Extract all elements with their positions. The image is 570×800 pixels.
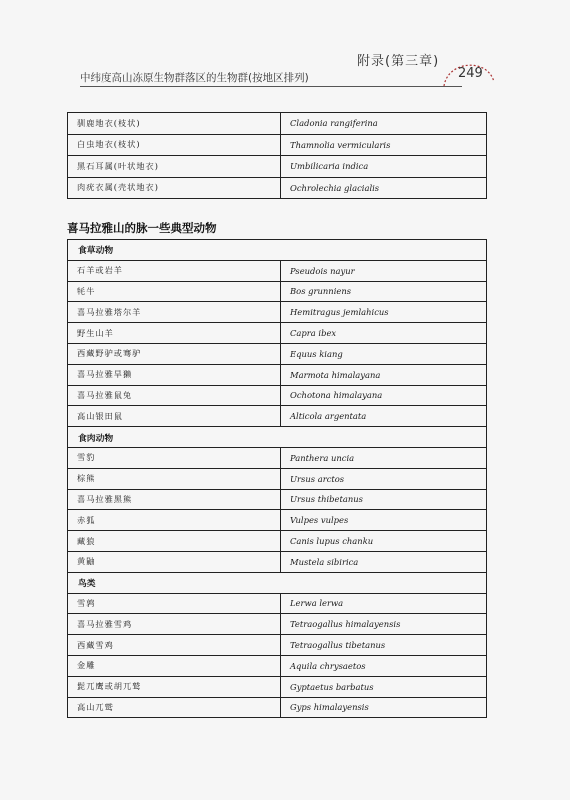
table-row (68, 593, 487, 614)
latin-name-cell: Panthera uncia (281, 447, 487, 468)
category-row (68, 240, 487, 261)
latin-name-cell: Hemitragus jemlahicus (281, 302, 487, 323)
category-row (68, 572, 487, 593)
common-name-cell: 棕熊 (68, 468, 281, 489)
latin-name-cell: Gyptaetus barbatus (281, 676, 487, 697)
common-name-cell: 喜马拉雅塔尔羊 (68, 302, 281, 323)
common-name-cell: 藏狼 (68, 531, 281, 552)
table-row (68, 635, 487, 656)
latin-name-cell: Alticola argentata (281, 406, 487, 427)
table-row (68, 406, 487, 427)
table-row (68, 676, 487, 697)
common-name-cell: 赤狐 (68, 510, 281, 531)
category-label: 食肉动物 (68, 427, 487, 448)
common-name-cell: 高山兀鹫 (68, 697, 281, 718)
table-row (68, 489, 487, 510)
common-name-cell: 喜马拉雅鼠兔 (68, 385, 281, 406)
common-name-cell: 雪豹 (68, 447, 281, 468)
latin-name-cell: Capra ibex (281, 323, 487, 344)
table-row (68, 697, 487, 718)
common-name-cell: 牦牛 (68, 281, 281, 302)
latin-name-cell: Lerwa lerwa (281, 593, 487, 614)
common-name-cell: 野生山羊 (68, 323, 281, 344)
animal-table (67, 239, 487, 718)
table-row (68, 531, 487, 552)
category-label: 鸟类 (68, 572, 487, 593)
common-name-cell: 黑石耳属(叶状地衣) (68, 156, 281, 178)
table-row (68, 260, 487, 281)
common-name-cell: 驯鹿地衣(枝状) (68, 113, 281, 135)
latin-name-cell: Ochotona himalayana (281, 385, 487, 406)
table-row (68, 113, 487, 135)
header-rule (80, 86, 462, 87)
chapter-title: 附录(第三章) (357, 54, 440, 69)
table-row (68, 510, 487, 531)
table-row (68, 134, 487, 156)
table-row (68, 281, 487, 302)
common-name-cell: 喜马拉雅黑熊 (68, 489, 281, 510)
table-row (68, 614, 487, 635)
page-number: 249 (458, 66, 483, 81)
running-header: 中纬度高山冻原生物群落区的生物群(按地区排列) (80, 72, 309, 84)
latin-name-cell: Mustela sibirica (281, 551, 487, 572)
category-row (68, 427, 487, 448)
latin-name-cell: Equus kiang (281, 343, 487, 364)
common-name-cell: 西藏野驴或骞驴 (68, 343, 281, 364)
category-label: 食草动物 (68, 240, 487, 261)
common-name-cell: 黄鼬 (68, 551, 281, 572)
common-name-cell: 雪鹑 (68, 593, 281, 614)
latin-name-cell: Canis lupus chanku (281, 531, 487, 552)
common-name-cell: 喜马拉雅旱獭 (68, 364, 281, 385)
latin-name-cell: Tetraogallus tibetanus (281, 635, 487, 656)
latin-name-cell: Ursus arctos (281, 468, 487, 489)
table-row (68, 468, 487, 489)
latin-name-cell: Bos grunniens (281, 281, 487, 302)
common-name-cell: 高山银田鼠 (68, 406, 281, 427)
latin-name-cell: Pseudois nayur (281, 260, 487, 281)
table-row (68, 655, 487, 676)
table-row (68, 177, 487, 199)
section-title: 喜马拉雅山的脉一些典型动物 (67, 221, 217, 235)
latin-name-cell: Umbilicaria indica (281, 156, 487, 178)
lichen-table (67, 112, 487, 199)
latin-name-cell: Vulpes vulpes (281, 510, 487, 531)
common-name-cell: 白虫地衣(枝状) (68, 134, 281, 156)
latin-name-cell: Aquila chrysaetos (281, 655, 487, 676)
common-name-cell: 髭兀鹰或胡兀鹫 (68, 676, 281, 697)
latin-name-cell: Ursus thibetanus (281, 489, 487, 510)
table-row (68, 343, 487, 364)
common-name-cell: 肉疣衣属(壳状地衣) (68, 177, 281, 199)
common-name-cell: 喜马拉雅雪鸡 (68, 614, 281, 635)
table-row (68, 551, 487, 572)
common-name-cell: 金雕 (68, 655, 281, 676)
latin-name-cell: Gyps himalayensis (281, 697, 487, 718)
table-row (68, 323, 487, 344)
common-name-cell: 西藏雪鸡 (68, 635, 281, 656)
latin-name-cell: Tetraogallus himalayensis (281, 614, 487, 635)
table-row (68, 364, 487, 385)
latin-name-cell: Marmota himalayana (281, 364, 487, 385)
latin-name-cell: Ochrolechia glacialis (281, 177, 487, 199)
common-name-cell: 石羊或岩羊 (68, 260, 281, 281)
latin-name-cell: Thamnolia vermicularis (281, 134, 487, 156)
table-row (68, 156, 487, 178)
table-row (68, 302, 487, 323)
table-row (68, 447, 487, 468)
latin-name-cell: Cladonia rangiferina (281, 113, 487, 135)
table-row (68, 385, 487, 406)
